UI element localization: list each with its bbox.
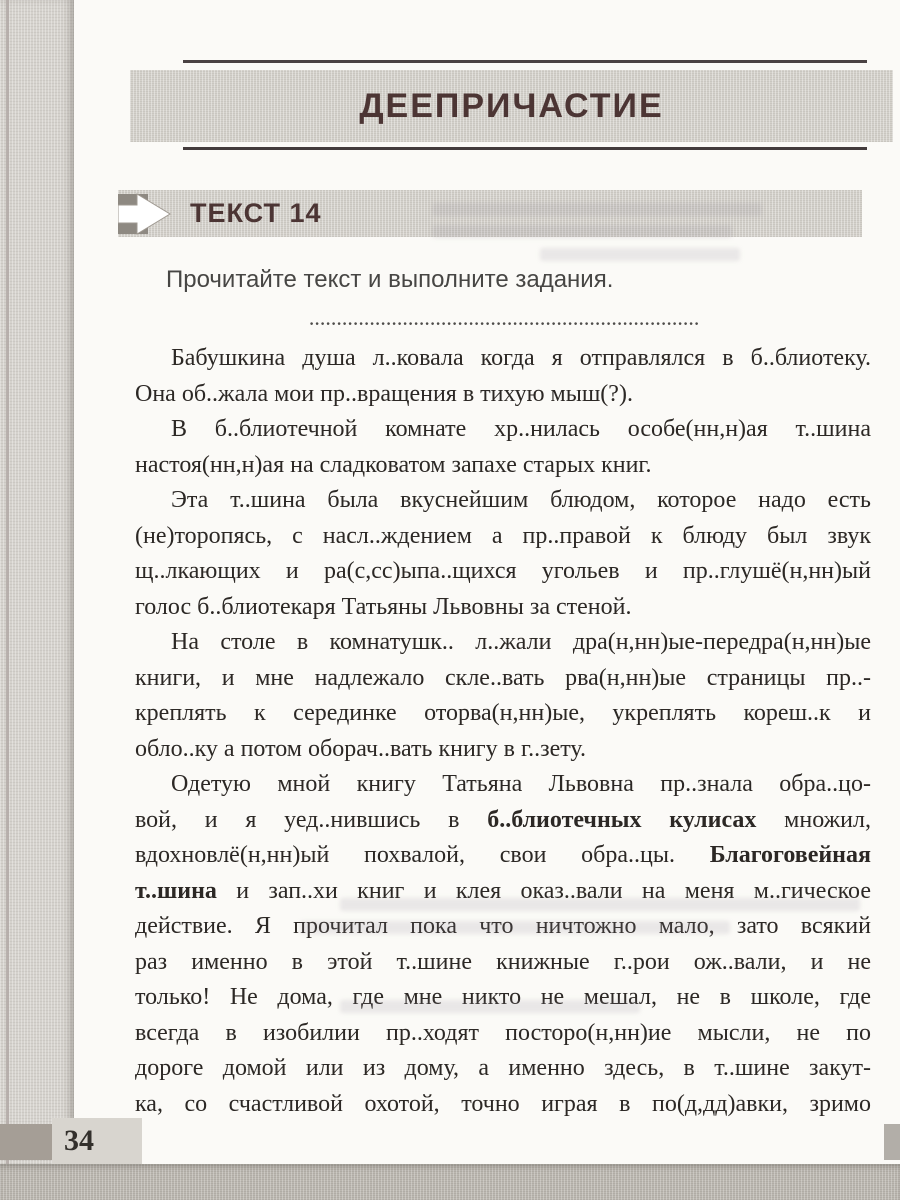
bleed-artifact: [540, 248, 740, 261]
header-top-rule: [183, 60, 867, 63]
text-line: обло..ку а потом оборач..вать книгу в г..зету.: [135, 735, 587, 762]
text-line: Бабушкина душа л..ковала когда я отправлялся в б..блиотеку.: [171, 345, 871, 371]
page-number-box: [52, 1118, 142, 1164]
text-line: Она об..жала мои пр..вращения в тихую мыш(?).: [135, 380, 633, 407]
text-line: (не)торопясь, с насл..ждением а пр..правой к блюду был звук: [135, 522, 871, 549]
text-line: В б..блиотечной комнате хр..нилась особе(нн,н)ая т..шина: [171, 416, 871, 442]
dotted-separator: [310, 322, 698, 326]
right-edge-sliver: [884, 1124, 900, 1160]
text-line: дороге домой или из дому, а именно здесь, в т..шине закут-: [135, 1055, 871, 1081]
bleed-artifact: [340, 898, 860, 911]
text-line: На столе в комнатушк.. л..жали дра(н,нн)ые-передра(н,нн)ые: [171, 629, 871, 655]
text-line: т..шина и зап..хи книг и клея оказ..вали на меня м..гическое: [135, 877, 871, 904]
text-line: раз именно в этой т..шине книжные г..рои ож..вали, и не: [135, 948, 871, 975]
text-line: настоя(нн,н)ая на сладковатом запахе старых книг.: [135, 451, 652, 478]
text-line: вдохновлё(н,нн)ый похвалой, свои обра..цы. Благоговейная: [135, 842, 871, 868]
text-line: всегда в изобилии пр..ходят посторо(н,нн)ие мысли, не по: [135, 1019, 871, 1046]
text-line: Одетую мной книгу Татьяна Львовна пр..знала обра..цо-: [171, 771, 871, 797]
section-title: ТЕКСТ 14: [190, 198, 322, 228]
text-line: только! Не дома, где мне никто не мешал, не в школе, где: [135, 984, 871, 1010]
bleed-artifact: [300, 921, 730, 934]
bottom-scan-edge: [0, 1164, 900, 1200]
instruction-text: Прочитайте текст и выполните задания.: [166, 266, 614, 293]
page-number: 34: [64, 1124, 94, 1157]
header-bottom-rule: [183, 147, 867, 150]
chapter-header: [130, 70, 893, 142]
text-line: ка, со счастливой охотой, точно играя в по(д,дд)авки, зримо: [135, 1090, 871, 1117]
text-line: щ..лкающих и ра(с,сс)ыпа..щихся угольев и пр..глушё(н,нн)ый: [135, 558, 871, 584]
text-line: вой, и я уед..нившись в б..блиотечных кулисах множил,: [135, 806, 871, 833]
bleed-artifact: [432, 225, 732, 238]
chapter-title: ДЕЕПРИЧАСТИЕ: [359, 86, 664, 125]
text-line: Эта т..шина была вкуснейшим блюдом, которое надо есть: [171, 487, 871, 513]
left-edge-line: [6, 0, 9, 1200]
text-line: креплять к серединке оторва(н,нн)ые, укреплять кореш..к и: [135, 700, 871, 726]
text-line: действие. Я прочитал пока что ничтожно мало, зато всякий: [135, 913, 871, 939]
bleed-artifact: [432, 203, 762, 216]
bleed-artifact: [340, 1000, 640, 1013]
text-line: книги, и мне надлежало скле..вать рва(н,нн)ые страницы пр..-: [135, 664, 871, 691]
arrow-right-icon: [118, 191, 176, 237]
left-page-edge: [0, 0, 74, 1200]
text-line: голос б..блиотекаря Татьяны Львовны за стеной.: [135, 593, 632, 620]
